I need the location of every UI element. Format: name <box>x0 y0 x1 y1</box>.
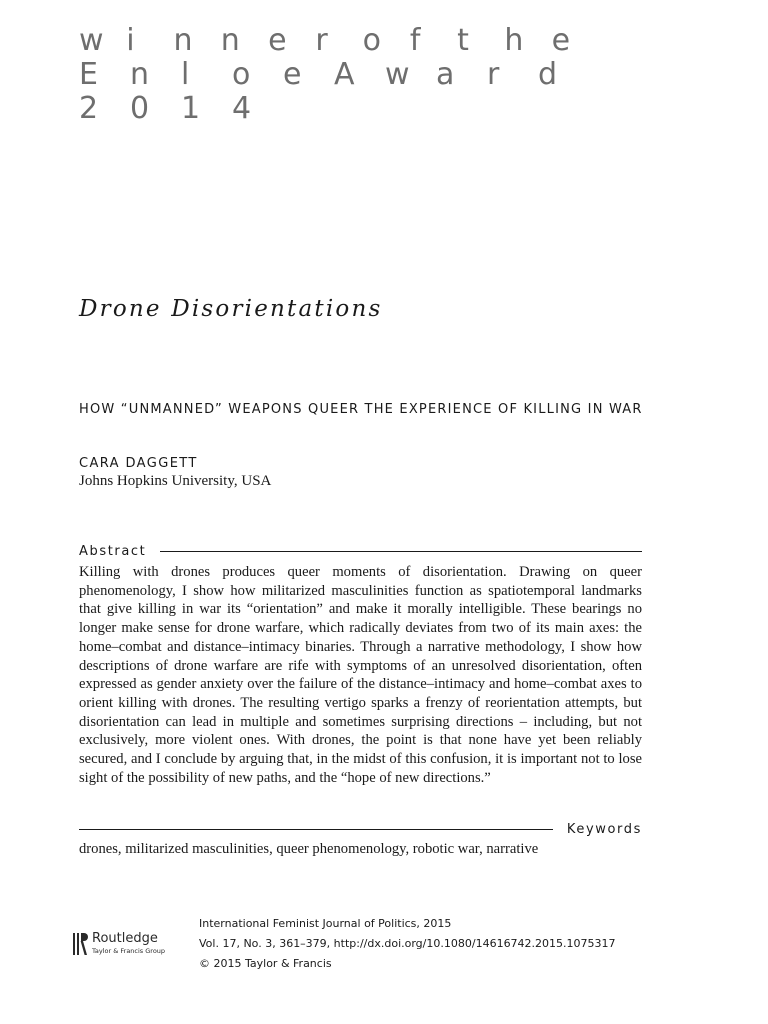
award-letter: n <box>173 23 193 58</box>
award-letter: w <box>79 23 104 58</box>
award-letter: d <box>538 57 558 92</box>
award-letter: 2 <box>79 91 99 126</box>
award-letter: 0 <box>130 91 150 126</box>
award-letter: r <box>315 23 328 58</box>
award-letter: n <box>220 23 240 58</box>
award-letter: a <box>436 57 455 92</box>
award-letter: e <box>268 23 287 58</box>
journal-volume-line: Vol. 17, No. 3, 361–379, http://dx.doi.org/10.1080/14616742.2015.1075317 <box>199 937 616 950</box>
award-letter: A <box>334 57 355 92</box>
award-line-3 <box>79 92 599 126</box>
journal-copyright-line: © 2015 Taylor & Francis <box>199 957 332 970</box>
award-letter: o <box>362 23 381 58</box>
author-name: CARA DAGGETT <box>79 456 198 471</box>
abstract-text: Killing with drones produces queer moments of disorientation. Drawing on queer phenomenology, I show how militarized masculinities function as spatiotemporal landmarks that give killing in war its “orientation” and make it morally intelligible. These bearings no longer make sense for drone warfare, which radically deviates from two of its main axes: the home–combat and distance–intimacy binaries. Through a narrative methodology, I show how descriptions of drone warfare are rife with symptoms of an unresolved disorientation, often expressed as gender anxiety over the failure of the distance–intimacy and home–combat axes to orient killing with drones. The resulting vertigo sparks a frenzy of reorientation attempts, but disorientation can lead in multiple and sometimes surprising directions – including, but not exclusively, more violent ones. With drones, the point is that none have yet been reliably secured, and I conclude by arguing that, in the midst of this confusion, it is important not to lose sight of the possibility of new paths, and the “hope of new directions.” <box>79 564 642 786</box>
award-letter: e <box>551 23 571 58</box>
abstract-rule <box>160 551 642 552</box>
author-affiliation: Johns Hopkins University, USA <box>79 473 272 489</box>
award-letter: h <box>504 23 524 58</box>
routledge-logo-icon <box>72 930 88 958</box>
keywords-heading <box>79 822 642 837</box>
award-letter: w <box>385 57 410 92</box>
publisher-name: Routledge <box>92 931 158 946</box>
award-letter: 1 <box>181 91 201 126</box>
award-line-2 <box>79 58 599 92</box>
article-title: Drone Disorientations <box>79 296 383 322</box>
keywords-rule <box>79 829 553 830</box>
award-letter: E <box>79 57 98 92</box>
abstract-heading <box>79 544 642 559</box>
abstract-label: Abstract <box>79 544 147 559</box>
award-letter: r <box>487 57 500 92</box>
award-heading <box>79 24 599 126</box>
journal-name-line: International Feminist Journal of Politics, 2015 <box>199 917 452 930</box>
article-subtitle: HOW “UNMANNED” WEAPONS QUEER THE EXPERIENCE OF KILLING IN WAR <box>79 402 643 417</box>
award-letter: e <box>283 57 302 92</box>
award-letter: f <box>409 23 421 58</box>
award-line-1 <box>79 24 599 58</box>
award-letter: l <box>181 57 190 92</box>
award-letter: 4 <box>232 91 252 126</box>
publisher-logo <box>72 930 182 960</box>
keywords-label: Keywords <box>566 822 642 837</box>
journal-info <box>199 914 616 974</box>
publisher-group: Taylor & Francis Group <box>92 947 166 955</box>
award-letter: o <box>232 57 251 92</box>
award-letter: t <box>457 23 469 58</box>
keywords-text: drones, militarized masculinities, queer phenomenology, robotic war, narrative <box>79 841 539 857</box>
award-letter: i <box>126 23 135 58</box>
award-letter: n <box>130 57 150 92</box>
